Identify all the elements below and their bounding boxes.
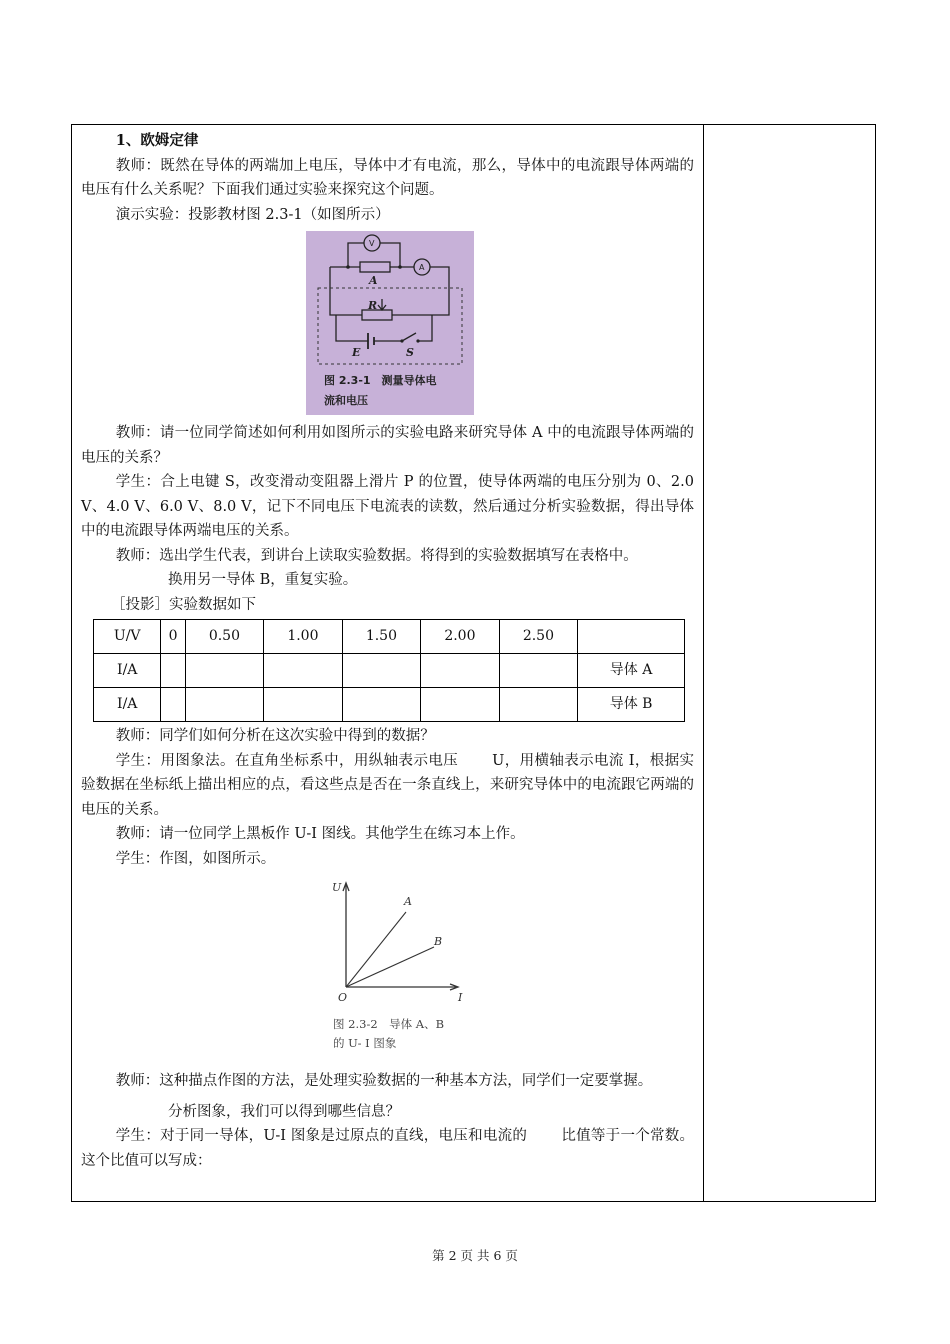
table-cell (264, 654, 343, 688)
table-cell: 导体 B (578, 688, 685, 722)
voltmeter-label: V (369, 239, 375, 248)
table-cell: 1.50 (342, 620, 421, 654)
paragraph: 分析图象，我们可以得到哪些信息？ (168, 1103, 400, 1120)
paragraph-part: U，用横轴表示电流 I，根据实验数据在坐标纸上描出相应的点，看这些点是否在一条直线上，来研究导体中的电流跟它两端的电压的关系。 (81, 752, 695, 818)
table-cell (185, 654, 264, 688)
table-cell: I/A (94, 654, 161, 688)
paragraph: ［投影］实验数据如下 (111, 596, 256, 613)
paragraph (81, 749, 694, 823)
caption-line: 图 2.3-1 测量导体电 (324, 374, 437, 387)
column-divider (703, 125, 704, 1201)
page-footer: 第 2 页 共 6 页 (432, 1248, 518, 1263)
paragraph-part: 学生：对于同一导体，U-I 图象是过原点的直线，电压和电流的 (115, 1128, 528, 1144)
paragraph: 演示实验：投影教材图 2.3-1（如图所示） (115, 206, 390, 223)
table-cell: 2.00 (421, 620, 500, 654)
table-cell (499, 688, 578, 722)
origin-label: O (338, 991, 348, 1004)
table-cell (342, 688, 421, 722)
table-cell (499, 654, 578, 688)
section-title: 1、欧姆定律 (115, 132, 199, 149)
battery-e-label: E (352, 346, 361, 359)
paragraph: 教师：同学们如何分析在这次实验中得到的数据？ (115, 728, 435, 744)
axis-i-label: I (458, 991, 463, 1004)
paragraph (81, 1124, 694, 1173)
rheostat-r-label: R (368, 299, 378, 312)
table-cell (421, 688, 500, 722)
resistor-a-label: A (369, 274, 378, 287)
caption-line: 的 U- I 图象 (333, 1036, 397, 1050)
lesson-table (71, 124, 876, 1202)
table-cell: 0 (161, 620, 185, 654)
table-cell (578, 620, 685, 654)
caption-line: 流和电压 (324, 394, 368, 407)
paragraph: 学生：作图，如图所示。 (115, 850, 276, 867)
paragraph: 教师：这种描点作图的方法，是处理实验数据的一种基本方法，同学们一定要掌握。 (115, 1073, 653, 1089)
table-cell: 导体 A (578, 654, 685, 688)
circuit-figure (306, 231, 474, 415)
paragraph-part: 学生：用图象法。在直角坐标系中，用纵轴表示电压 (115, 752, 459, 769)
table-cell: U/V (94, 620, 161, 654)
caption-line: 图 2.3-2 导体 A、B (333, 1017, 445, 1031)
ui-graph-figure (326, 877, 466, 1061)
table-cell: I/A (94, 688, 161, 722)
paragraph: 教师：请一位同学简述如何利用如图所示的实验电路来研究导体 A 中的电流跟导体两端的电压的关系？ (81, 425, 694, 466)
switch-s-label: S (406, 346, 414, 359)
table-cell (264, 688, 343, 722)
table-row (94, 620, 685, 654)
table-cell: 2.50 (499, 620, 578, 654)
lesson-content (81, 129, 694, 1173)
table-cell: 1.00 (264, 620, 343, 654)
line-b-label: B (434, 935, 443, 948)
paragraph-part: 比值等于一个常数。这个比值可以写成： (81, 1128, 694, 1169)
paragraph: 教师：请一位同学上黑板作 U-I 图线。其他学生在练习本上作。 (115, 826, 525, 842)
paragraph: 教师：既然在导体的两端加上电压，导体中才有电流，那么，导体中的电流跟导体两端的电压有什么关系呢？下面我们通过实验来探究这个问题。 (81, 157, 694, 198)
paragraph: 教师：选出学生代表，到讲台上读取实验数据。将得到的实验数据填写在表格中。 (115, 547, 638, 564)
ammeter-label: A (419, 263, 425, 272)
table-cell (161, 654, 185, 688)
ui-graph (326, 877, 466, 1017)
table-cell (161, 688, 185, 722)
paragraph: 学生：合上电键 S，改变滑动变阻器上滑片 P 的位置，使导体两端的电压分别为 0、2.0 V、4.0 V、6.0 V、8.0 V，记下不同电压下电流表的读数，然后通过分析实验数据，得出导体中的电流跟导体两端电压的关系。 (81, 474, 694, 539)
table-cell (342, 654, 421, 688)
axis-u-label: U (332, 881, 342, 894)
table-cell (421, 654, 500, 688)
table-row (94, 688, 685, 722)
figure-caption (333, 1015, 468, 1053)
table-cell (185, 688, 264, 722)
paragraph: 换用另一导体 B，重复实验。 (168, 572, 358, 588)
data-table (93, 619, 685, 722)
line-a-label: A (404, 895, 412, 908)
figure-caption (324, 371, 469, 411)
table-cell: 0.50 (185, 620, 264, 654)
table-row (94, 654, 685, 688)
